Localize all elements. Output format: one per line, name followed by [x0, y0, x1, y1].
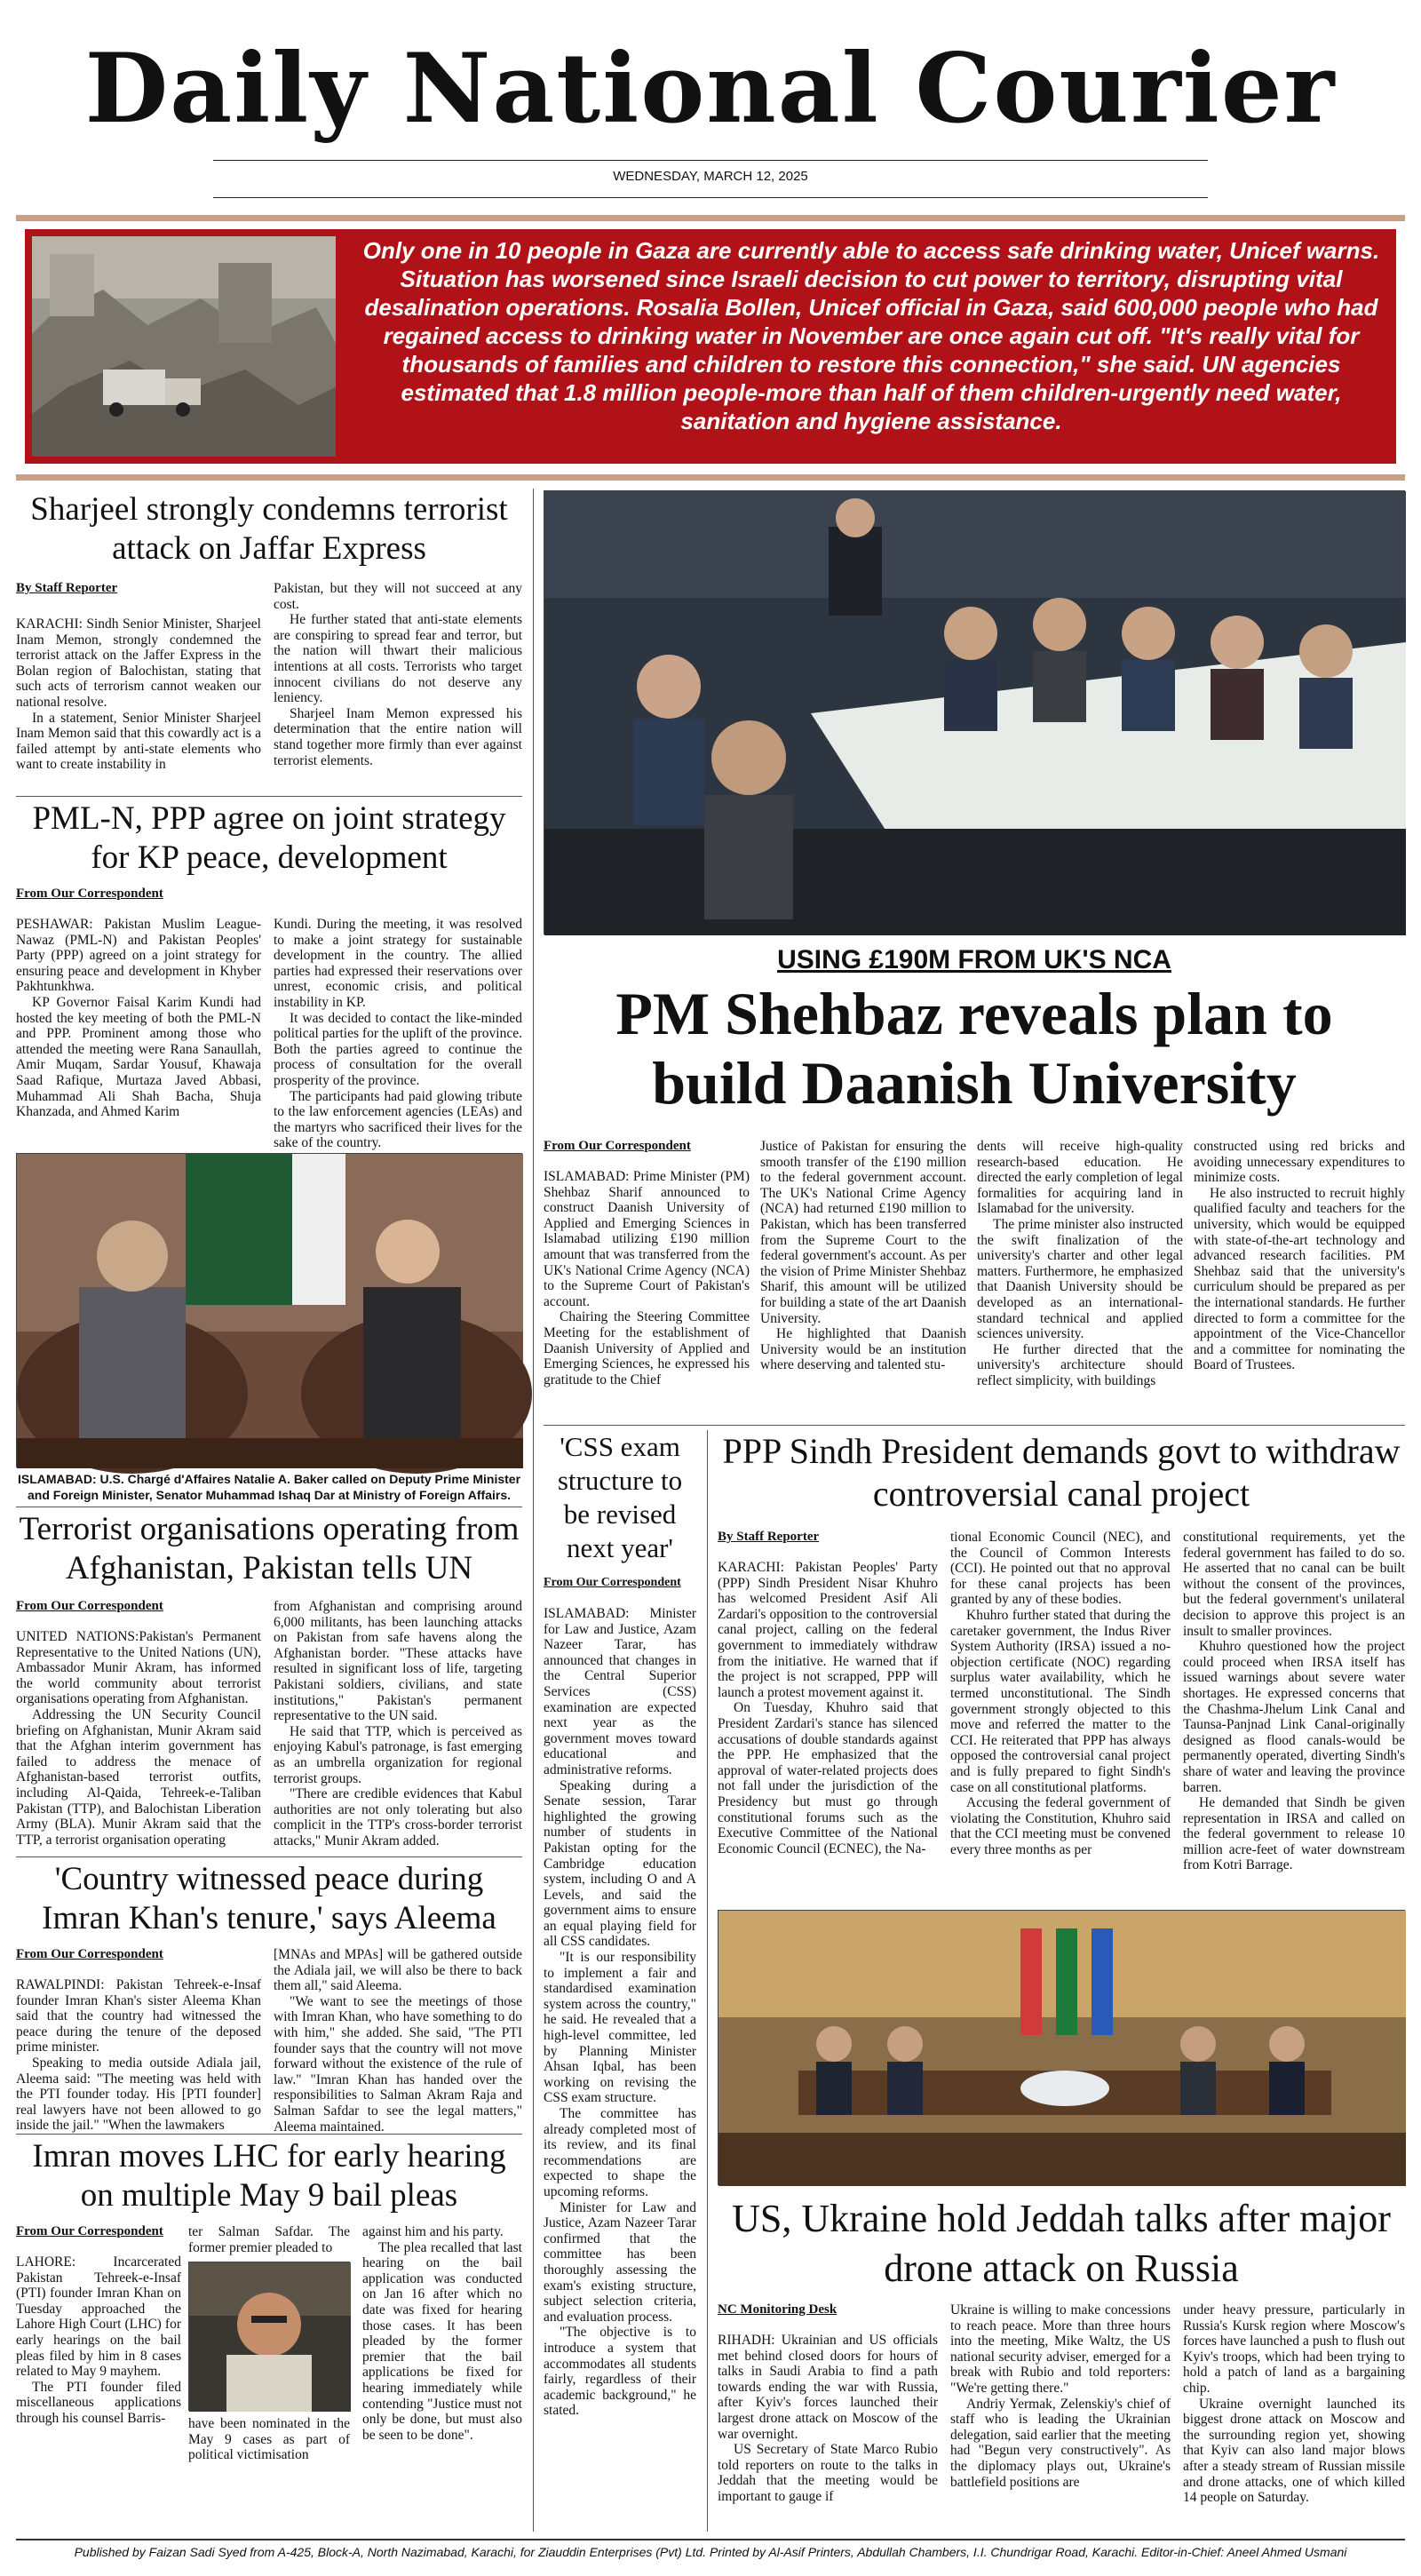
imran-lhc-body-col2-bottom — [188, 2416, 350, 2530]
paragraph: He further directed that the university's architecture should reflect simplicity, with buildings — [977, 1341, 1183, 1388]
paragraph: PESHAWAR: Pakistan Muslim League-Nawaz (PML-N) and Pakistan Peoples' Party (PPP) agreed on a joint strategy for ensuring peace and development in Khyber Pakhtunkhwa. — [16, 917, 261, 995]
daanish-body-col4 — [1194, 1139, 1405, 1414]
jeddah-talks-photo — [718, 1910, 1405, 2185]
paragraph: RAWALPINDI: Pakistan Tehreek-e-Insaf founder Imran Khan's sister Aleema Khan said that the country had witnessed the peace during the tenure of the deposed prime minister. — [16, 1977, 261, 2055]
section-rule — [16, 796, 522, 797]
pmln-ppp-body-col2 — [274, 917, 522, 1151]
jeddah-body-col1 — [718, 2333, 938, 2530]
paragraph: In a statement, Senior Minister Sharjeel Inam Memon said that this cowardly act is a failed attempt by anti-state elements who want to create instability in — [16, 710, 261, 773]
paragraph: [MNAs and MPAs] will be gathered outside the Adiala jail, we will also be there to back them all," said Aleema. — [274, 1947, 522, 1994]
css-headline: 'CSS exam structure to be revised next year' — [557, 1431, 683, 1563]
paragraph: ISLAMABAD: Minister for Law and Justice, Azam Nazeer Tarar, has announced that changes in the Central Superior Services (CSS) examination are expected next year as the government moves toward educational and administrative reforms. — [544, 1606, 696, 1777]
sharjeel-byline: By Staff Reporter — [16, 581, 118, 595]
daanish-body-col2 — [760, 1139, 966, 1414]
paragraph: He highlighted that Daanish University would be an institution where deserving and talented stu- — [760, 1326, 966, 1373]
paragraph: The committee has already completed most of its review, and its final recommendations are expected to shape the upcoming reforms. — [544, 2106, 696, 2199]
jeddah-byline: NC Monitoring Desk — [718, 2302, 838, 2317]
paragraph: constructed using red bricks and avoiding unnecessary expenditures to minimize costs. — [1194, 1139, 1405, 1186]
sharjeel-headline: Sharjeel strongly condemns terrorist attack on Jaffar Express — [30, 491, 508, 567]
ppp-sindh-byline: By Staff Reporter — [718, 1530, 820, 1544]
paragraph: Khuhro further stated that during the caretaker government, the Indus River System Authority (IRSA) issued a no-objection certificate (NOC) regarding surplus water availability, which he termed unconstitutional. The Sindh government strongly objected to this move and referred the matter to the CCI. He reiterated that PPP has always opposed the controversial canal project and is fully prepared to fight Sindh's case on all constitutional platforms. — [950, 1607, 1171, 1795]
paragraph: Speaking during a Senate session, Tarar highlighted the growing number of students in Pakistan opting for the Cambridge education system, including O and A Levels, and said the government aims to ensure an equal playing field for all CSS candidates. — [544, 1777, 696, 1950]
terror-un-byline: From Our Correspondent — [16, 1599, 163, 1613]
footer-rule — [16, 2539, 1405, 2540]
ppp-sindh-headline: PPP Sindh President demands govt to withdraw controversial canal project — [722, 1431, 1401, 1514]
paragraph: KARACHI: Pakistan Peoples' Party (PPP) Sindh President Nisar Khuhro has welcomed President Asif Ali Zardari's opposition to the controversial canal project, calling on the federal government to immediately withdraw from the initiative. He warned that if the project is not scrapped, PPP will launch a protest movement against it. — [718, 1560, 938, 1700]
pmln-ppp-headline: PML-N, PPP agree on joint strategy for KP peace, development — [32, 800, 506, 876]
imran-lhc-body-col1 — [16, 2254, 181, 2530]
paragraph: have been nominated in the May 9 cases as part of political victimisation — [188, 2416, 350, 2463]
aleema-body-col2 — [274, 1947, 522, 2135]
paragraph: The PTI founder filed miscellaneous applications through his counsel Barris- — [16, 2379, 181, 2426]
column-rule — [533, 489, 534, 2532]
imran-lhc-headline: Imran moves LHC for early hearing on multiple May 9 bail pleas — [32, 2138, 506, 2214]
paragraph: against him and his party. — [362, 2224, 504, 2239]
jeddah-body-col3 — [1183, 2302, 1405, 2530]
paragraph: constitutional requirements, yet the federal government has failed to do so. He asserted that no canal can be built without the consent of the provinces, but the federal government's unilateral decision to approve this project is an insult to smaller provinces. — [1183, 1530, 1405, 1639]
paragraph: Speaking to media outside Adiala jail, Aleema said: "The meeting was held with the PTI founder today. His [PTI founder] real lawyers have not been allowed to go inside the jail." "When the lawmakers — [16, 2055, 261, 2134]
paragraph: Ukraine is willing to make concessions to reach peace. More than three hours into the meeting, Mike Waltz, the US national security adviser, emerged for a break with Rubio and told reporters: "We're getting there." — [950, 2302, 1171, 2396]
daanish-headline: PM Shehbaz reveals plan to build Daanish University — [615, 980, 1333, 1117]
paragraph: dents will receive high-quality research-based education. He directed the early completion of legal formalities for acquiring land in Islamabad for the university. — [977, 1139, 1183, 1217]
imprint-line: Published by Faizan Sadi Syed from A-425, Block-A, North Nazimabad, Karachi, for Ziauddin Enterprises (Pvt) Ltd. Printed by Al-Asif Printers, Abdullah Chambers, I.I. Chundrigar Road, Karachi. Editor-in-Chief: Aneel Ahmed Usmani — [74, 2545, 1347, 2559]
section-rule — [544, 1425, 1405, 1426]
paragraph: He further stated that anti-state elements are conspiring to spread fear and terror, but the nation will thwart their malicious intentions at all costs. Terrorists who target innocent civilians do not deserve any leniency. — [274, 612, 522, 706]
paragraph: KP Governor Faisal Karim Kundi had hosted the key meeting of both the PML-N and PPP. Prominent among those who attended the meeting were Rana Sanaullah, Amir Muqam, Sardar Yousuf, Khawaja Saad Rafique, Murtaza Javed Abbasi, Muhammad Ali Shah Bacha, Shuja Khanzada, and Ahmed Karim — [16, 994, 261, 1120]
sharjeel-body-col1 — [16, 616, 261, 789]
steering-committee-meeting-photo — [544, 490, 1405, 934]
terror-un-body-col1 — [16, 1629, 261, 1848]
paragraph: Kundi. During the meeting, it was resolved to make a joint strategy for sustainable development in the country. The allied parties had expressed their reservations over unrest, economic crisis, and political instability in KP. — [274, 917, 522, 1010]
jeddah-body-col2 — [950, 2302, 1171, 2530]
paragraph: Addressing the UN Security Council briefing on Afghanistan, Munir Akram said that the Afghan interim government has failed to address the menace of Afghanistan-based terrorist outfits, including Al-Qaida, Tehreek-e-Taliban Pakistan (TTP), and Balochistan Liberation Army (BLA). Munir Akram said that the TTP, a terrorist organisation operating — [16, 1706, 261, 1848]
paragraph: "We want to see the meetings of those with Imran Khan, who have something to do with him," she added. She said, "The PTI founder says that the country will not move forward without the existence of the rule of law." "Imran Khan has handed over the responsibilities to Salman Akram Raja and Salman Safdar to see the legal matters," Aleema maintained. — [274, 1993, 522, 2135]
paragraph: RIHADH: Ukrainian and US officials met behind closed doors for hours of talks in Saudi Arabia to find a path towards ending the war with Russia, after Kyiv's forces launched their largest drone attack on Moscow of the war overnight. — [718, 2333, 938, 2442]
paragraph: under heavy pressure, particularly in Russia's Kursk region where Moscow's forces have launched a push to flush out Kyiv's troops, which had been trying to hold a patch of land as a bargaining chip. — [1183, 2302, 1405, 2396]
imran-khan-photo — [188, 2262, 350, 2411]
paragraph: "There are credible evidences that Kabul authorities are not only tolerating but also complicit in the TTP's cross-border terrorist attacks," Munir Akram added. — [274, 1786, 522, 1849]
section-rule — [16, 2134, 522, 2135]
paragraph: ISLAMABAD: Prime Minister (PM) Shehbaz Sharif announced to construct Daanish University of Applied and Emerging Sciences in Islamabad utilizing £190 million amount that was transferred from the UK's National Crime Agency (NCA) to the Supreme Court of Pakistan's account. — [544, 1169, 750, 1309]
pmln-ppp-body-col1 — [16, 917, 261, 1135]
ppp-sindh-body-col2 — [950, 1530, 1171, 1903]
paragraph: Pakistan, but they will not succeed at any cost. — [274, 581, 522, 612]
paragraph: "The objective is to introduce a system that accommodates all students fairly, regardless of their academic background," he stated. — [544, 2325, 696, 2419]
sharjeel-body-col2 — [274, 581, 522, 789]
issue-date: WEDNESDAY, MARCH 12, 2025 — [613, 169, 808, 184]
us-envoy-meeting-photo — [16, 1153, 522, 1467]
paragraph: Justice of Pakistan for ensuring the smooth transfer of the £190 million to the federal government account. The UK's National Crime Agency (NCA) had returned £190 million to Pakistan, which has been transferred from the Supreme Court to the federal government's account. As per the vision of Prime Minister Shehbaz Sharif, this amount will be utilized for building a state of the art Daanish University. — [760, 1139, 966, 1326]
paragraph: tional Economic Council (NEC), and the Council of Common Interests (CCI). He pointed out that no approval for these canal projects has been granted by any of these bodies. — [950, 1530, 1171, 1608]
paragraph: Minister for Law and Justice, Azam Nazeer Tarar confirmed that the committee has been thoroughly assessing the exam's existing structure, subject selection criteria, and evaluation process. — [544, 2199, 696, 2325]
gaza-rubble-photo — [32, 236, 336, 457]
paragraph: from Afghanistan and comprising around 6,000 militants, has been launching attacks on Pakistan from safe havens along the Afghanistan border. "These attacks have resulted in significant loss of life, targeting Pakistani soldiers, civilians, and state institutions," Pakistan's permanent representative to the UN said. — [274, 1599, 522, 1724]
paragraph: Ukraine overnight launched its biggest drone attack on Moscow and the surrounding region yet, showing that Kyiv can also land major blows after a steady stream of Russian missile and drone attacks, one of which killed 14 people on Saturday. — [1183, 2396, 1405, 2506]
daanish-body-col1 — [544, 1169, 750, 1414]
paragraph: The participants had paid glowing tribute to the law enforcement agencies (LEAs) and the martyrs who sacrificed their lives for the sake of the country. — [274, 1088, 522, 1151]
paragraph: KARACHI: Sindh Senior Minister, Sharjeel Inam Memon, strongly condemned the terrorist attack on the Jaffer Express in the Bolan region of Balochistan, stating that such acts of terrorism cannot weaken our national resolve. — [16, 616, 261, 710]
newspaper-title: Daily National Courier — [84, 33, 1337, 145]
daanish-kicker: USING £190M FROM UK'S NCA — [777, 945, 1171, 974]
paragraph: UNITED NATIONS:Pakistan's Permanent Representative to the United Nations (UN), Ambassador Munir Akram, has informed the world community about terrorist organisations operating from Afghanistan. — [16, 1629, 261, 1707]
section-rule — [16, 1856, 522, 1857]
paragraph: The prime minister also instructed the swift finalization of the university's charter and other legal matters. Furthermore, he emphasized that Daanish University should be developed as an international-standard technical and applied sciences university. — [977, 1216, 1183, 1342]
paragraph: Andriy Yermak, Zelenskiy's chief of staff who is leading the Ukrainian delegation, said earlier that the meeting had "Begun very constructively". As the diplomacy plays out, Ukraine's battlefield positions are — [950, 2396, 1171, 2490]
divider-bar-top — [16, 215, 1405, 221]
terror-un-body-col2 — [274, 1599, 522, 1849]
paragraph: ter Salman Safdar. The former premier pleaded to — [188, 2224, 350, 2255]
column-rule — [707, 1430, 708, 2532]
css-body — [544, 1606, 696, 2530]
aleema-byline: From Our Correspondent — [16, 1947, 163, 1961]
masthead-rule-top — [213, 160, 1208, 161]
gaza-banner-text: Only one in 10 people in Gaza are currently able to access safe drinking water, Unicef warns. Situation has worsened since Israeli decision to cut power to territory, disrupting vital desalination operations. Rosalia Bollen, Unicef official in Gaza, said 600,000 people who had regained access to drinking water in November are once again cut off. "It's really vital for thousands of families and children to restore this connection," she said. UN agencies estimated that 1.8 million people-more than half of them children-urgently need water, sanitation and hygiene assistance. — [362, 237, 1380, 434]
paragraph: US Secretary of State Marco Rubio told reporters on route to the talks in Jeddah that the meeting would be important to gauge if — [718, 2442, 938, 2504]
paragraph: He also instructed to recruit highly qualified faculty and teachers for the university, which would be equipped with state-of-the-art technology and advanced research facilities. PM Shehbaz said that the university's curriculum should be prepared as per the international standards. He further directed to form a committee for the appointment of the Vice-Chancellor and a committee for nominating the Board of Trustees. — [1194, 1185, 1405, 1373]
ppp-sindh-body-col1 — [718, 1560, 938, 1903]
terror-un-headline: Terrorist organisations operating from Afghanistan, Pakistan tells UN — [19, 1511, 520, 1586]
paragraph: "It is our responsibility to implement a fair and standardised examination system across the country," he said. He revealed that a high-level committee, led by Planning Minister Ahsan Iqbal, has been working on revising the CSS exam structure. — [544, 1950, 696, 2106]
paragraph: LAHORE: Incarcerated Pakistan Tehreek-e-Insaf (PTI) founder Imran Khan on Tuesday approached the Lahore High Court (LHC) for early hearings on the bail pleas filed by him in 8 cases related to May 9 mayhem. — [16, 2254, 181, 2380]
css-byline: From Our Correspondent — [544, 1576, 681, 1589]
paragraph: The plea recalled that last hearing on the bail application was conducted on Jan 16 after which no date was fixed for hearing those cases. It has been pleaded by the former premier that the bail applications be fixed for hearing immediately while contending "Justice must not only be done, but must also be seen to be done". — [362, 2239, 522, 2443]
paragraph: He demanded that Sindh be given representation in IRSA and called on the federal government to release 10 million acre-feet of water downstream from Kotri Barrage. — [1183, 1795, 1405, 1873]
paragraph: Accusing the federal government of violating the Constitution, Khuhro said that the CCI meeting must be convened every three months as per — [950, 1795, 1171, 1857]
us-envoy-caption: ISLAMABAD: U.S. Chargé d'Affaires Natalie A. Baker called on Deputy Prime Minister and Foreign Minister, Senator Muhammad Ishaq Dar at Ministry of Foreign Affairs. — [17, 1472, 521, 1502]
paragraph: It was decided to contact the like-minded political parties for the uplift of the province. Both the parties agreed to continue the process of consultation for the overall prosperity of the province. — [274, 1010, 522, 1088]
daanish-body-col3 — [977, 1139, 1183, 1414]
ppp-sindh-body-col3 — [1183, 1530, 1405, 1903]
jeddah-headline: US, Ukraine hold Jeddah talks after major drone attack on Russia — [732, 2197, 1391, 2290]
masthead — [0, 33, 1421, 184]
pmln-ppp-byline: From Our Correspondent — [16, 886, 163, 901]
imran-lhc-body-col2-top — [188, 2224, 350, 2258]
imran-lhc-body-col3 — [362, 2224, 522, 2530]
paragraph: Sharjeel Inam Memon expressed his determination that the entire nation will stand together more firmly than ever against terrorist elements. — [274, 705, 522, 768]
masthead-rule-bottom — [213, 197, 1208, 198]
daanish-byline: From Our Correspondent — [544, 1139, 691, 1153]
divider-bar-bottom — [16, 474, 1405, 481]
paragraph: He said that TTP, which is perceived as enjoying Kabul's patronage, is fast emerging as an umbrella organization for regional terrorist groups. — [274, 1723, 522, 1786]
aleema-body-col1 — [16, 1977, 261, 2134]
paragraph: On Tuesday, Khuhro said that President Zardari's stance has silenced accusations of double standards against the PPP. He emphasized that the approval of water-related projects does not fall under the jurisdiction of the Presidency but must go through constitutional forums such as the Executive Committee of the National Economic Council (ECNEC), the Na- — [718, 1700, 938, 1856]
imran-lhc-byline: From Our Correspondent — [16, 2224, 163, 2238]
paragraph: Chairing the Steering Committee Meeting for the establishment of Daanish University of Applied and Emerging Sciences, he expressed his gratitude to the Chief — [544, 1309, 750, 1387]
gaza-banner — [25, 229, 1396, 464]
aleema-headline: 'Country witnessed peace during Imran Khan's tenure,' says Aleema — [42, 1861, 496, 1936]
paragraph: Khuhro questioned how the project could proceed when IRSA itself has issued warnings about severe water shortages. He expressed concerns that the Chashma-Jhelum Link Canal and Taunsa-Panjnad Link Canal-originally designed as flood canals-would be permanently operated, diverting Sindh's share of water and leaving the province barren. — [1183, 1639, 1405, 1795]
